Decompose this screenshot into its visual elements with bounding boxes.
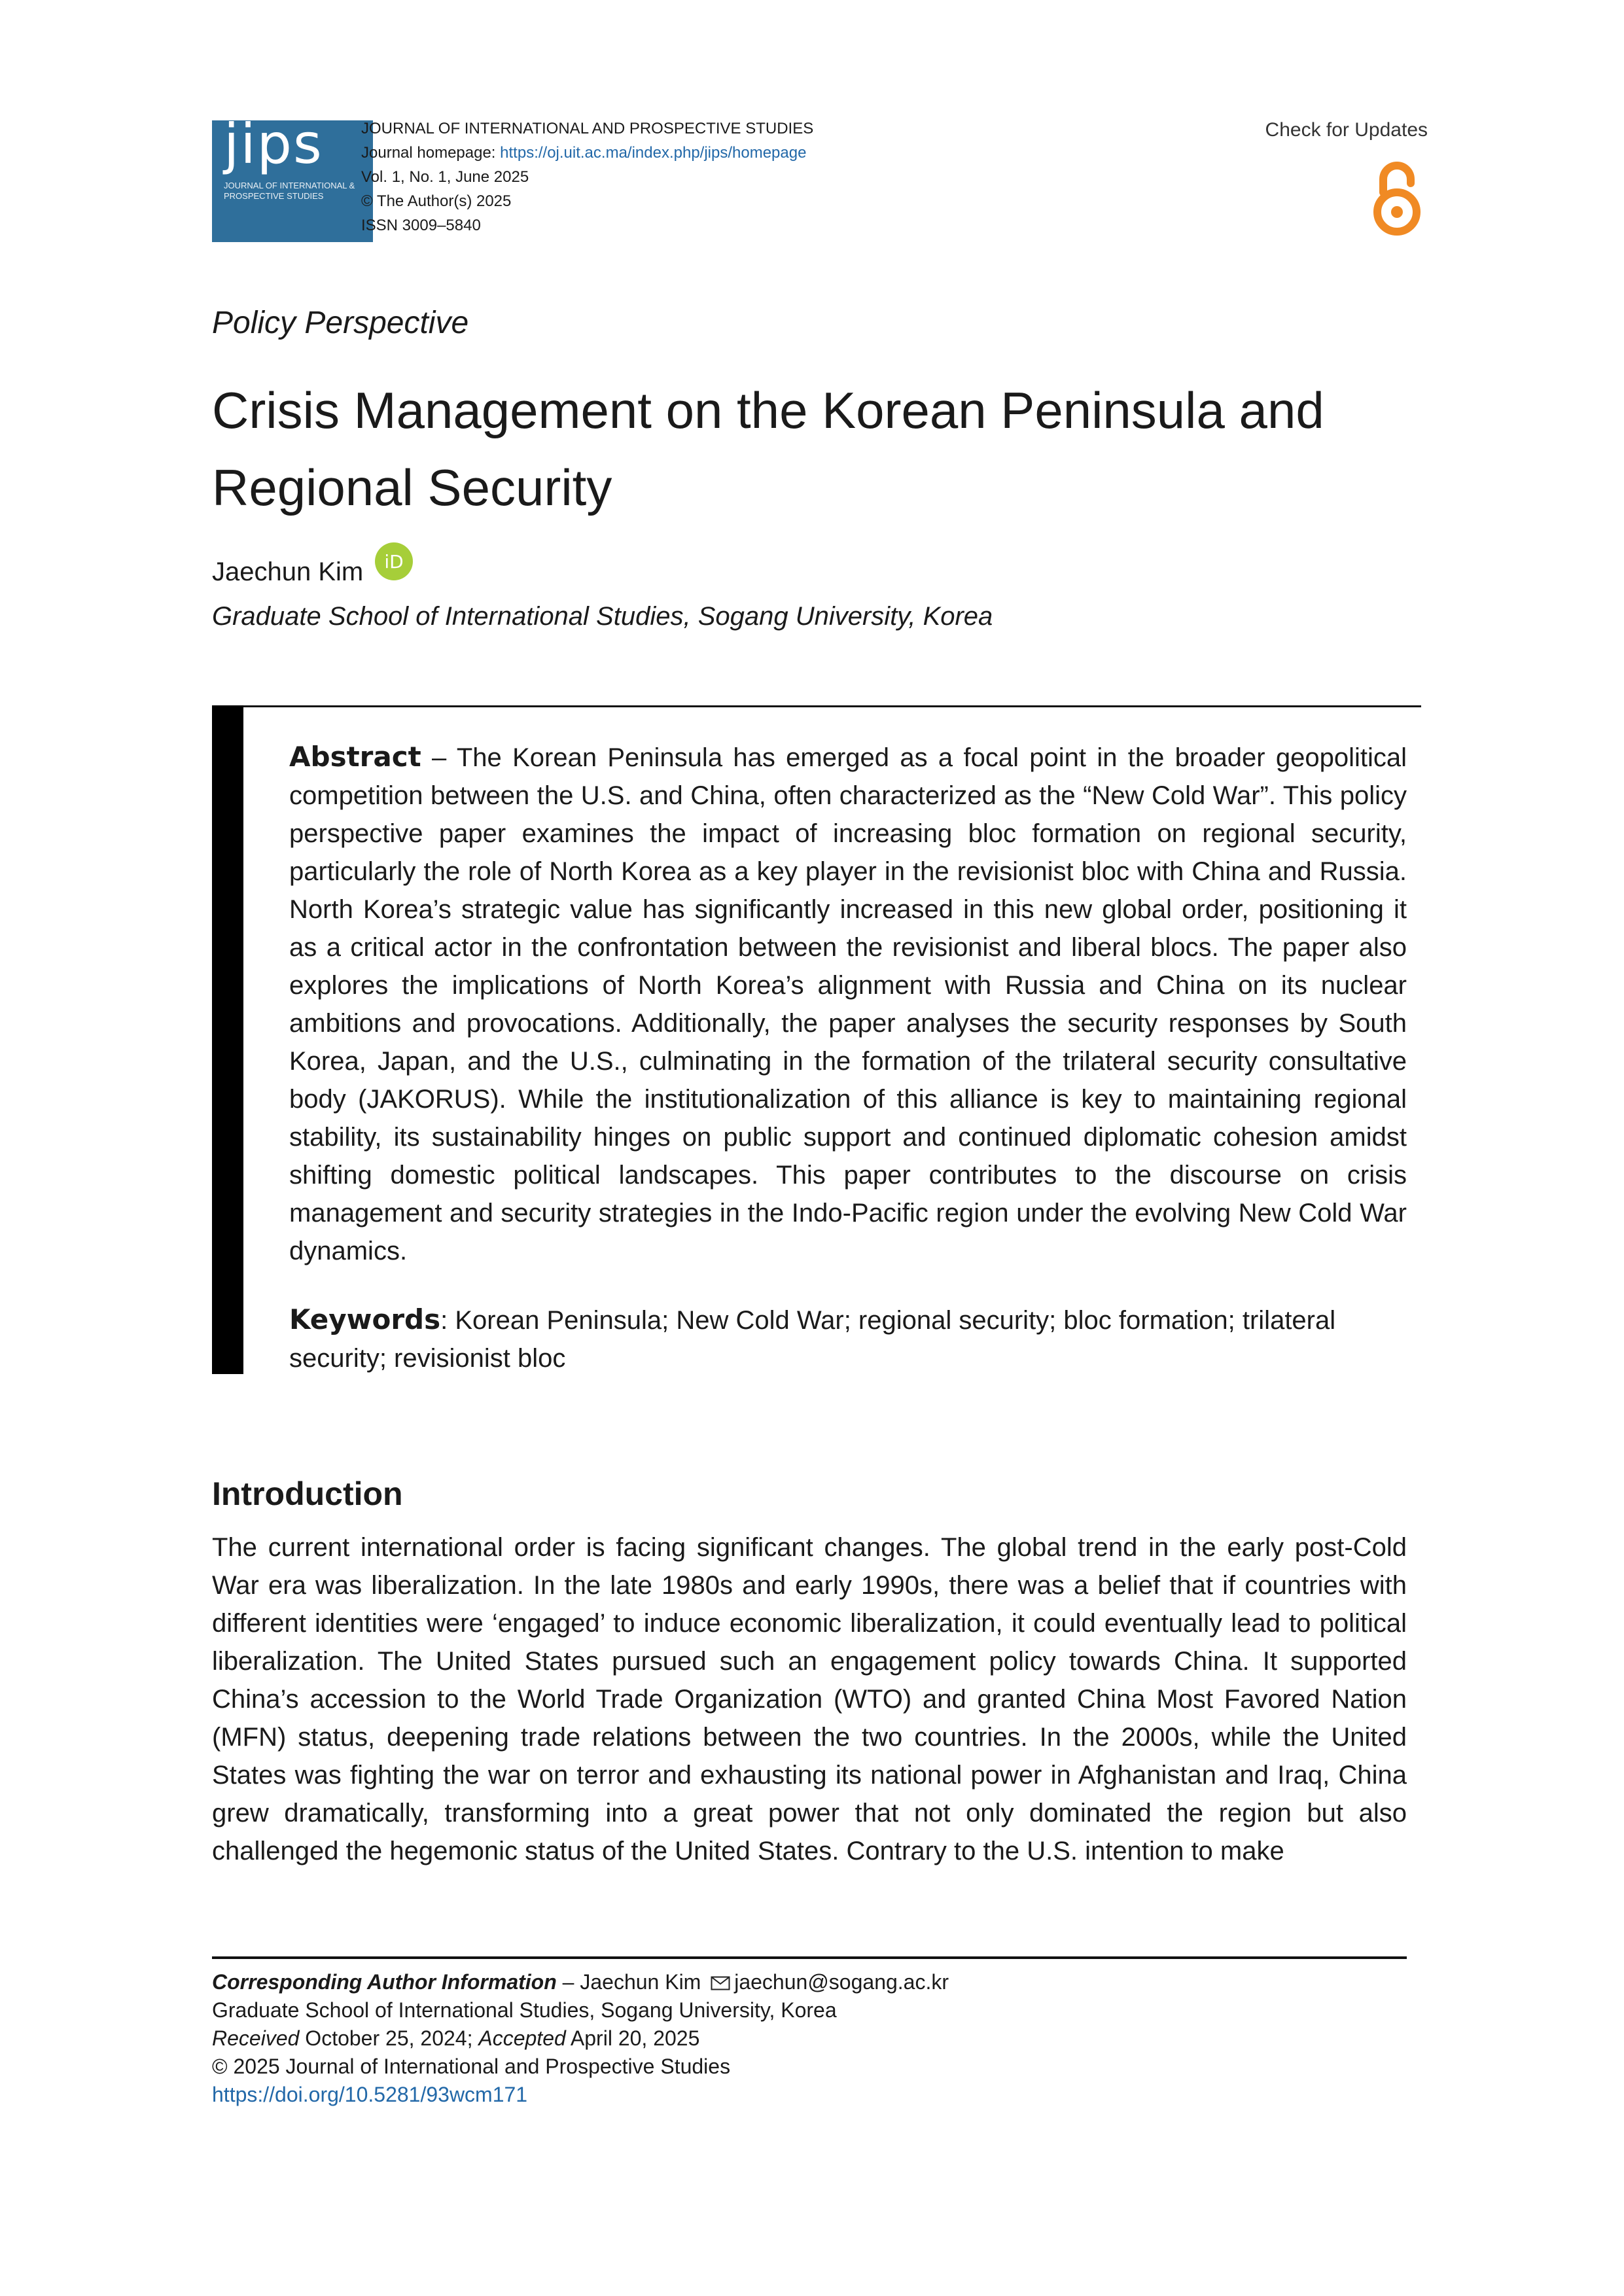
footer-copyright: © 2025 Journal of International and Prospective Studies (212, 2055, 731, 2078)
mail-icon (711, 1976, 730, 1990)
journal-homepage (361, 141, 813, 165)
keywords (289, 1301, 1407, 1377)
accepted-date: April 20, 2025 (565, 2026, 700, 2050)
doi-link[interactable]: https://doi.org/10.5281/93wcm171 (212, 2083, 528, 2106)
volume-info: Vol. 1, No. 1, June 2025 (361, 168, 529, 186)
logo-text: jips (224, 120, 323, 176)
article-title: Crisis Management on the Korean Peninsula and Regional Security (212, 381, 1324, 516)
corresponding-author-line (212, 1968, 1407, 1996)
open-access-icon[interactable] (1368, 156, 1426, 237)
footer-affiliation: Graduate School of International Studies, Sogang University, Korea (212, 1998, 837, 2022)
introduction-text: The current international order is facing significant changes. The global trend in the early post-Cold War era was liberalization. In the late 1980s and early 1990s, there was a belief that if countries with different identities were ‘engaged’ to induce economic liberalization, it could eventually lead to political liberalization. The United States pursued such an engagement policy towards China. It supported China’s accession to the World Trade Organization (WTO) and granted China Most Favored Nation (MFN) status, deepening trade relations between the two countries. In the 2000s, while the United States was fighting the war on terror and exhausting its national power in Afghanistan and Iraq, China grew dramatically, transforming into a great power that not only dominated the region but also challenged the hegemonic status of the United States. Contrary to the U.S. intention to make (212, 1533, 1407, 1865)
author-email[interactable]: jaechun@sogang.ac.kr (734, 1970, 949, 1994)
journal-logo (212, 120, 373, 242)
orcid-icon[interactable] (375, 542, 413, 580)
homepage-link[interactable]: https://oj.uit.ac.ma/index.php/jips/homepage (500, 144, 807, 162)
corresponding-author: – Jaechun Kim (556, 1970, 701, 1994)
abstract (289, 738, 1407, 1270)
author-affiliation: Graduate School of International Studies, Sogang University, Korea (212, 602, 993, 631)
journal-meta (361, 116, 813, 238)
abstract-side-bar (212, 705, 243, 1374)
abstract-text: The Korean Peninsula has emerged as a focal point in the broader geopolitical competition between the U.S. and China, often characterized as the “New Cold War”. This policy perspective paper examines the impact of increasing bloc formation on regional security, particularly the role of North Korea as a key player in the revisionist bloc with China and Russia. North Korea’s strategic value has significantly increased in this new global order, positioning it as a critical actor in the confrontation between the revisionist and liberal blocs. The paper also explores the implications of North Korea’s alignment with Russia and China on its nuclear ambitions and provocations. Additionally, the paper analyses the security responses by South Korea, Japan, and the U.S., culminating in the formation of the trilateral security consultative body (JAKORUS). While the institutionalization of this alliance is key to maintaining regional stability, its sustainability hinges on public support and continued diplomatic cohesion amidst shifting domestic political landscapes. This paper contributes to the discourse on crisis management and security strategies in the Indo-Pacific region under the evolving New Cold War dynamics. (289, 743, 1407, 1265)
journal-copyright: © The Author(s) 2025 (361, 192, 512, 210)
svg-text:iD: iD (384, 550, 404, 573)
abstract-label: Abstract (289, 741, 421, 773)
received-label: Received (212, 2026, 300, 2050)
issn: ISSN 3009–5840 (361, 217, 481, 234)
abstract-top-rule (212, 705, 1421, 707)
article-type: Policy Perspective (212, 306, 469, 340)
abstract-dash: – (421, 743, 457, 772)
author-name[interactable]: Jaechun Kim (212, 557, 364, 586)
received-date: October 25, 2024; (299, 2026, 479, 2050)
logo-subtext: JOURNAL OF INTERNATIONAL & PROSPECTIVE STUDIES (224, 181, 355, 201)
accepted-label: Accepted (478, 2026, 566, 2050)
author-line (212, 550, 413, 587)
dates-line (212, 2024, 1407, 2053)
keywords-label: Keywords (289, 1303, 441, 1335)
introduction-heading: Introduction (212, 1475, 403, 1512)
footer-rule (212, 1956, 1407, 1959)
corresponding-label: Corresponding Author Information (212, 1970, 557, 1994)
keywords-text: Korean Peninsula; New Cold War; regional security; bloc formation; trilateral security; revisionist bloc (289, 1306, 1336, 1373)
journal-name: JOURNAL OF INTERNATIONAL AND PROSPECTIVE STUDIES (361, 120, 814, 137)
check-for-updates-link[interactable]: Check for Updates (1265, 119, 1428, 141)
footnote-block (212, 1968, 1407, 2109)
homepage-label: Journal homepage: (361, 144, 501, 162)
keywords-sep: : (440, 1306, 455, 1335)
